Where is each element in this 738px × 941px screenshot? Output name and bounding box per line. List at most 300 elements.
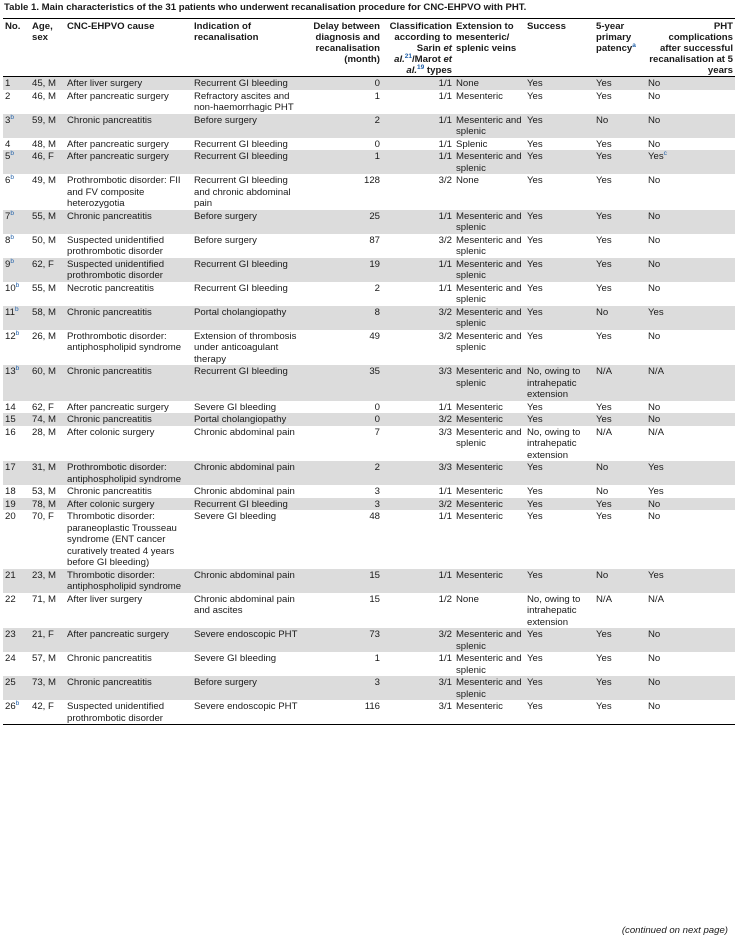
cell-no: 20	[5, 511, 16, 522]
cell-success: No, owing to intrahepatic extension	[527, 426, 581, 461]
cell-cause: After liver surgery	[65, 77, 192, 90]
cell-classification: 3/2	[382, 306, 454, 330]
cell-delay: 3	[302, 498, 382, 511]
cell-cause: Chronic pancreatitis	[67, 653, 152, 664]
cell-cause: After pancreatic surgery	[67, 401, 169, 413]
cell-pht: No	[648, 511, 661, 522]
cell-success: Yes	[525, 569, 594, 593]
cell-indication: Chronic abdominal pain	[194, 486, 295, 497]
cell-delay: 1	[374, 90, 380, 102]
cell-indication: Chronic abdominal pain	[194, 426, 295, 438]
cell-classification: 3/1	[382, 700, 454, 725]
cell-age-sex: 46, F	[30, 150, 65, 174]
cell-extension: None	[456, 175, 479, 186]
cell-success: Yes	[525, 258, 594, 282]
header-cause: CNC-EHPVO cause	[65, 19, 192, 77]
cell-pht: N/A	[646, 365, 735, 401]
cell-patency: Yes	[594, 210, 646, 234]
cell-pht: No	[646, 210, 735, 234]
cell-age-sex: 55, M	[30, 210, 65, 234]
cell-delay: 0	[374, 401, 380, 413]
table-row	[3, 114, 735, 138]
cell-age-sex: 78, M	[30, 498, 65, 511]
cell-extension: Mesenteric and splenic	[454, 150, 525, 174]
cell-success: Yes	[527, 486, 543, 497]
cell-cause: Chronic pancreatitis	[65, 114, 192, 138]
footnote-marker: b	[10, 233, 14, 241]
cell-patency: Yes	[594, 700, 646, 725]
cell-cause: Prothrombotic disorder: FII and FV composite heterozygotia	[67, 175, 181, 209]
cell-indication: Portal cholangiopathy	[192, 306, 302, 330]
cell-no: 2	[5, 90, 11, 102]
cell-pht: No	[648, 175, 661, 186]
cell-pht: No	[646, 413, 735, 426]
cell-delay: 3	[302, 676, 382, 700]
header-delay: Delay between diagnosis and recanalisation (month)	[302, 19, 382, 77]
cell-no: 12$^b$	[5, 329, 20, 342]
cell-extension: Mesenteric	[454, 498, 525, 511]
cell-pht: No	[646, 77, 735, 90]
cell-indication: Refractory ascites and non-haemorrhagic PHT	[194, 90, 294, 113]
cell-no: 16	[5, 426, 16, 438]
table-row	[3, 485, 735, 498]
table-body	[3, 77, 735, 725]
cell-patency: Yes	[596, 511, 612, 522]
cell-indication: Recurrent GI bleeding	[192, 365, 302, 401]
cell-age-sex: 23, M	[30, 569, 65, 593]
cell-delay: 49	[369, 330, 380, 342]
cell-patency: Yes	[596, 282, 612, 294]
cell-success: Yes	[527, 282, 543, 294]
cell-delay: 15	[369, 593, 380, 605]
cell-delay: 48	[369, 511, 380, 522]
cell-cause: After pancreatic surgery	[67, 90, 169, 102]
header-success: Success	[525, 19, 594, 77]
cell-no: 17	[3, 461, 30, 485]
cell-classification: 1/1	[438, 486, 452, 497]
header-age-sex: Age, sex	[30, 19, 65, 77]
cell-extension: Mesenteric	[454, 569, 525, 593]
cell-no: 9$^b$	[3, 258, 30, 282]
cell-cause: After pancreatic surgery	[65, 628, 192, 652]
cell-success: Yes	[527, 234, 543, 246]
cell-extension: Mesenteric and splenic	[456, 330, 522, 353]
cell-extension: Mesenteric	[456, 511, 503, 522]
table-row	[3, 77, 735, 90]
cell-success: Yes	[525, 150, 594, 174]
cell-success: Yes	[525, 628, 594, 652]
footnote-marker: b	[15, 329, 20, 337]
cell-pht: Yes	[646, 306, 735, 330]
cell-extension: Mesenteric	[454, 413, 525, 426]
footnote-marker: b	[10, 209, 14, 217]
cell-classification: 3/2	[438, 234, 452, 246]
cell-age-sex: 48, M	[32, 138, 56, 150]
cell-pht: No	[648, 653, 661, 664]
cell-no: 8$^b$	[5, 233, 14, 246]
cell-extension: Mesenteric	[454, 461, 525, 485]
footnote-marker: b	[10, 113, 14, 121]
cell-age-sex: 59, M	[30, 114, 65, 138]
header-extension: Extension to mesenteric/ splenic veins	[454, 19, 525, 77]
cell-cause: After pancreatic surgery	[67, 138, 169, 150]
header-no: No.	[3, 19, 30, 77]
cell-extension: Mesenteric	[456, 90, 503, 102]
cell-pht: Yes	[648, 486, 664, 497]
cell-classification: 3/2	[438, 330, 452, 342]
cell-extension: Mesenteric and splenic	[454, 676, 525, 700]
cell-delay: 2	[302, 114, 382, 138]
cell-success: No, owing to intrahepatic extension	[525, 365, 594, 401]
cell-success: Yes	[525, 700, 594, 725]
cell-indication: Severe GI bleeding	[194, 401, 277, 413]
cell-classification: 1/1	[438, 401, 452, 413]
cell-pht: No	[648, 401, 661, 413]
cell-age-sex: 45, M	[30, 77, 65, 90]
cell-patency: Yes	[594, 676, 646, 700]
table-row	[3, 676, 735, 700]
table-row	[3, 461, 735, 485]
footnote-marker: b	[14, 305, 19, 313]
cell-pht: No	[646, 628, 735, 652]
cell-pht: N/A	[648, 593, 664, 605]
cell-cause: Prothrombotic disorder: antiphospholipid syndrome	[67, 330, 182, 353]
cell-extension: Mesenteric and splenic	[454, 628, 525, 652]
cell-classification: 1/1	[438, 511, 452, 522]
cell-patency: No	[594, 114, 646, 138]
cell-cause: After colonic surgery	[65, 498, 192, 511]
cell-success: Yes	[525, 413, 594, 426]
cell-cause: Chronic pancreatitis	[65, 210, 192, 234]
cell-age-sex: 42, F	[30, 700, 65, 725]
table-row	[3, 210, 735, 234]
table-row	[3, 306, 735, 330]
patients-table	[3, 18, 735, 725]
cell-pht: No	[648, 330, 661, 342]
cell-cause: After colonic surgery	[67, 426, 155, 438]
cell-indication: Severe endoscopic PHT	[192, 700, 302, 725]
cell-delay: 2	[302, 461, 382, 485]
cell-age-sex: 28, M	[32, 426, 56, 438]
cell-no: 15	[3, 413, 30, 426]
cell-pht: No	[646, 258, 735, 282]
cell-age-sex: 58, M	[30, 306, 65, 330]
cell-success: Yes	[525, 210, 594, 234]
cell-delay: 1	[374, 653, 380, 664]
cell-patency: Yes	[594, 413, 646, 426]
table-row	[3, 234, 735, 258]
cell-no: 18	[5, 486, 16, 497]
cell-patency: Yes	[596, 175, 612, 186]
header-pht: PHT complications after successful recanalisation at 5 years	[646, 19, 735, 77]
table-row	[3, 628, 735, 652]
cell-success: Yes	[527, 511, 543, 522]
cell-no: 5$^b$	[3, 150, 30, 174]
cell-indication: Recurrent GI bleeding	[192, 498, 302, 511]
table-row	[3, 700, 735, 725]
cell-extension: Mesenteric and splenic	[454, 365, 525, 401]
cell-no: 22	[5, 593, 16, 605]
footnote-marker: c	[663, 149, 667, 157]
cell-pht: No	[648, 282, 661, 294]
cell-extension: Mesenteric	[456, 401, 503, 413]
cell-age-sex: 50, M	[32, 234, 56, 246]
cell-pht: N/A	[648, 426, 664, 438]
cell-patency: Yes	[594, 150, 646, 174]
cell-extension: Mesenteric and splenic	[456, 653, 522, 676]
table-row	[3, 569, 735, 593]
cell-extension: Mesenteric and splenic	[456, 234, 522, 257]
cell-patency: Yes	[594, 258, 646, 282]
cell-classification: 3/3	[382, 461, 454, 485]
cell-indication: Before surgery	[192, 210, 302, 234]
cell-age-sex: 74, M	[30, 413, 65, 426]
cell-delay: 2	[374, 282, 380, 294]
cell-delay: 8	[302, 306, 382, 330]
cell-success: Yes	[527, 138, 543, 150]
cell-indication: Portal cholangiopathy	[192, 413, 302, 426]
cell-extension: Mesenteric and splenic	[454, 306, 525, 330]
cell-classification: 1/1	[382, 114, 454, 138]
cell-age-sex: 57, M	[32, 653, 56, 664]
cell-pht: Yes$^c$	[646, 150, 735, 174]
cell-patency: No	[594, 461, 646, 485]
cell-delay: 0	[374, 138, 380, 150]
cell-no: 6$^b$	[5, 173, 14, 186]
cell-cause: Chronic pancreatitis	[65, 676, 192, 700]
cell-no: 3$^b$	[3, 114, 30, 138]
cell-classification: 1/2	[438, 593, 452, 605]
cell-patency: Yes	[594, 498, 646, 511]
cell-indication: Severe GI bleeding	[194, 653, 277, 664]
cell-delay: 116	[302, 700, 382, 725]
cell-cause: Thrombotic disorder: antiphospholipid syndrome	[65, 569, 192, 593]
cell-classification: 3/3	[438, 426, 452, 438]
cell-indication: Recurrent GI bleeding	[192, 258, 302, 282]
cell-classification: 1/1	[438, 282, 452, 294]
cell-age-sex: 21, F	[30, 628, 65, 652]
cell-cause: Thrombotic disorder: paraneoplastic Trousseau syndrome (ENT cancer curatively treated 4 years before GI bleeding)	[67, 511, 177, 568]
cell-extension: Mesenteric and splenic	[454, 258, 525, 282]
cell-indication: Before surgery	[192, 676, 302, 700]
cell-cause: Chronic pancreatitis	[67, 486, 152, 497]
cell-patency: Yes	[596, 138, 612, 150]
table-row	[3, 365, 735, 401]
cell-cause: Suspected unidentified prothrombotic disorder	[65, 258, 192, 282]
cell-classification: 1/1	[382, 150, 454, 174]
cell-extension: Mesenteric and splenic	[456, 282, 522, 305]
cell-age-sex: 26, M	[32, 330, 56, 342]
footnote-marker: b	[15, 699, 20, 707]
cell-delay: 1	[302, 150, 382, 174]
cell-patency: No	[596, 486, 609, 497]
cell-classification: 1/1	[438, 138, 452, 150]
cell-indication: Chronic abdominal pain and ascites	[194, 593, 295, 616]
cell-pht: No	[646, 676, 735, 700]
cell-classification: 1/1	[382, 210, 454, 234]
cell-age-sex: 46, M	[32, 90, 56, 102]
table-row	[3, 174, 735, 210]
cell-classification: 3/2	[438, 175, 452, 186]
cell-cause: After liver surgery	[67, 593, 143, 605]
cell-patency: N/A	[596, 426, 612, 438]
cell-delay: 128	[363, 175, 380, 186]
cell-no: 23	[3, 628, 30, 652]
table-row	[3, 510, 735, 569]
cell-age-sex: 71, M	[32, 593, 56, 605]
cell-delay: 87	[369, 234, 380, 246]
cell-indication: Recurrent GI bleeding	[194, 282, 288, 294]
cell-cause: Chronic pancreatitis	[65, 413, 192, 426]
cell-age-sex: 55, M	[32, 282, 56, 294]
cell-success: Yes	[525, 676, 594, 700]
cell-pht: No	[648, 90, 661, 102]
table-row	[3, 401, 735, 414]
cell-classification: 1/1	[382, 569, 454, 593]
cell-age-sex: 73, M	[30, 676, 65, 700]
cell-pht: No	[646, 114, 735, 138]
cell-age-sex: 70, F	[32, 511, 54, 522]
footnote-marker: b	[15, 281, 20, 289]
cell-cause: Chronic pancreatitis	[65, 306, 192, 330]
cell-indication: Recurrent GI bleeding	[192, 77, 302, 90]
header-row	[3, 19, 735, 77]
cell-extension: Splenic	[456, 138, 488, 150]
table-row	[3, 258, 735, 282]
cell-indication: Severe GI bleeding	[194, 511, 277, 522]
cell-no: 7$^b$	[3, 210, 30, 234]
cell-no: 10$^b$	[5, 281, 20, 294]
cell-success: Yes	[527, 653, 543, 664]
cell-age-sex: 60, M	[30, 365, 65, 401]
cell-success: Yes	[525, 77, 594, 90]
cell-delay: 7	[374, 426, 380, 438]
cell-no: 25	[3, 676, 30, 700]
cell-extension: None	[456, 593, 479, 605]
cell-no: 26$^b$	[3, 700, 30, 725]
table-row	[3, 138, 735, 151]
cell-extension: Mesenteric	[456, 486, 503, 497]
cell-delay: 15	[302, 569, 382, 593]
table-caption: Table 1. Main characteristics of the 31 patients who underwent recanalisation procedure for CNC-EHPVO with PHT.	[4, 2, 527, 13]
cell-no: 1	[3, 77, 30, 90]
cell-no: 13$^b$	[3, 365, 30, 401]
cell-classification: 1/1	[438, 653, 452, 664]
cell-delay: 0	[302, 413, 382, 426]
cell-patency: Yes	[594, 77, 646, 90]
cell-classification: 3/2	[382, 498, 454, 511]
cell-patency: Yes	[596, 653, 612, 664]
header-indication: Indication of recanalisation	[192, 19, 302, 77]
cell-pht: No	[646, 700, 735, 725]
cell-no: 21	[3, 569, 30, 593]
cell-success: Yes	[527, 175, 543, 186]
cell-success: Yes	[527, 90, 543, 102]
cell-patency: Yes	[594, 628, 646, 652]
footnote-marker: b	[10, 149, 14, 157]
cell-delay: 19	[302, 258, 382, 282]
cell-extension: Mesenteric and splenic	[456, 426, 522, 449]
table-row	[3, 90, 735, 114]
cell-no: 11$^b$	[3, 306, 30, 330]
cell-pht: Yes	[646, 569, 735, 593]
cell-classification: 3/2	[382, 413, 454, 426]
cell-cause: Necrotic pancreatitis	[67, 282, 154, 294]
cell-delay: 25	[302, 210, 382, 234]
cell-classification: 1/1	[382, 258, 454, 282]
cell-extension: Mesenteric and splenic	[454, 210, 525, 234]
cell-indication: Recurrent GI bleeding	[192, 150, 302, 174]
cell-success: Yes	[525, 114, 594, 138]
cell-indication: Recurrent GI bleeding and chronic abdominal pain	[194, 175, 291, 209]
cell-patency: No	[594, 569, 646, 593]
footnote-marker: b	[10, 257, 14, 265]
cell-extension: None	[454, 77, 525, 90]
header-patency: 5-year primary patency$^a$	[594, 19, 646, 77]
cell-indication: Before surgery	[192, 114, 302, 138]
cell-pht: No	[648, 234, 661, 246]
cell-success: Yes	[527, 401, 543, 413]
cell-classification: 3/2	[382, 628, 454, 652]
footnote-marker: b	[10, 173, 14, 181]
cell-success: Yes	[527, 330, 543, 342]
cell-cause: After pancreatic surgery	[65, 150, 192, 174]
cell-delay: 73	[302, 628, 382, 652]
cell-no: 4	[5, 138, 11, 150]
cell-indication: Severe endoscopic PHT	[192, 628, 302, 652]
table-row	[3, 282, 735, 306]
cell-success: Yes	[525, 498, 594, 511]
cell-age-sex: 53, M	[32, 486, 56, 497]
header-classification: Classification according to Sarin et al.$^{21}$/Marot et al.$^{19}$ types	[382, 19, 454, 77]
cell-delay: 0	[302, 77, 382, 90]
table-row	[3, 413, 735, 426]
cell-cause: Suspected unidentified prothrombotic disorder	[67, 234, 165, 257]
cell-patency: No	[594, 306, 646, 330]
cell-patency: Yes	[596, 330, 612, 342]
table-row	[3, 593, 735, 629]
continued-note: (continued on next page)	[621, 925, 728, 936]
cell-extension: Mesenteric	[454, 700, 525, 725]
cell-delay: 35	[302, 365, 382, 401]
footnote-marker: b	[15, 364, 20, 372]
cell-patency: Yes	[596, 90, 612, 102]
cell-success: Yes	[525, 461, 594, 485]
cell-indication: Extension of thrombosis under anticoagulant therapy	[194, 330, 297, 365]
table-row	[3, 498, 735, 511]
cell-indication: Before surgery	[194, 234, 257, 246]
table-row	[3, 330, 735, 366]
cell-pht: Yes	[646, 461, 735, 485]
cell-age-sex: 62, F	[30, 258, 65, 282]
cell-classification: 1/1	[382, 77, 454, 90]
cell-success: Yes	[525, 306, 594, 330]
cell-patency: N/A	[596, 593, 612, 605]
cell-pht: No	[646, 498, 735, 511]
cell-cause: Chronic pancreatitis	[65, 365, 192, 401]
cell-pht: No	[648, 138, 661, 150]
cell-classification: 3/1	[382, 676, 454, 700]
cell-classification: 1/1	[438, 90, 452, 102]
cell-patency: Yes	[596, 401, 612, 413]
table-row	[3, 150, 735, 174]
cell-indication: Chronic abdominal pain	[192, 461, 302, 485]
cell-cause: Prothrombotic disorder: antiphospholipid syndrome	[65, 461, 192, 485]
cell-age-sex: 62, F	[32, 401, 54, 413]
cell-age-sex: 31, M	[30, 461, 65, 485]
cell-cause: Suspected unidentified prothrombotic disorder	[65, 700, 192, 725]
cell-delay: 3	[374, 486, 380, 497]
